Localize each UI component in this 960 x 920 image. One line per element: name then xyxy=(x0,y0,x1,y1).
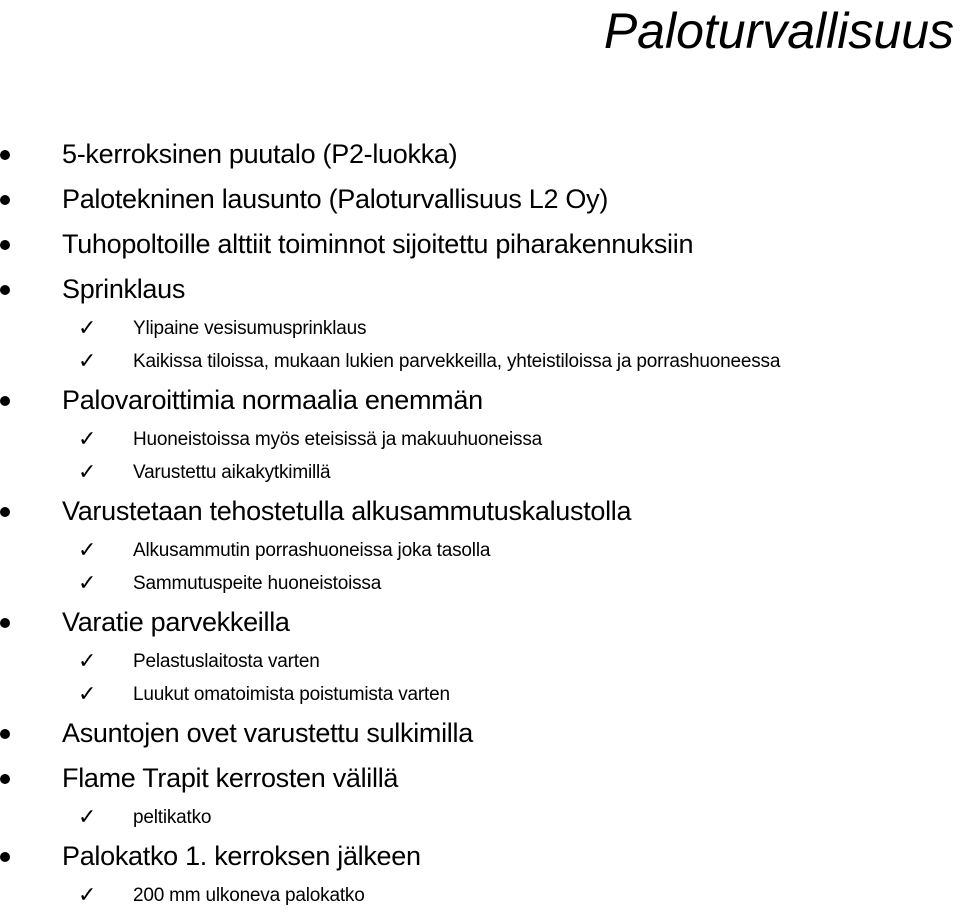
bullet-dot-icon xyxy=(0,729,10,739)
bullet-dot-icon xyxy=(0,195,10,205)
bullet-item xyxy=(0,378,960,423)
bullet-item xyxy=(0,267,960,312)
bullet-dot-icon xyxy=(0,507,10,517)
bullet-dot-icon xyxy=(0,396,10,406)
bullet-item xyxy=(0,177,960,222)
sub-bullet-item xyxy=(0,879,960,912)
sub-bullet-item xyxy=(0,534,960,567)
checkmark-icon: ✓ xyxy=(78,348,97,374)
sub-bullet-item xyxy=(0,801,960,834)
bullet-item xyxy=(0,756,960,801)
checkmark-icon: ✓ xyxy=(78,315,97,341)
bullet-item xyxy=(0,711,960,756)
bullet-text: Tuhopoltoille alttiit toiminnot sijoitettu piharakennuksiin xyxy=(62,229,694,259)
bullet-dot-icon xyxy=(0,285,10,295)
bullet-dot-icon xyxy=(0,618,10,628)
bullet-item xyxy=(0,132,960,177)
checkmark-icon: ✓ xyxy=(78,804,97,830)
slide-title: Paloturvallisuus xyxy=(603,3,954,59)
bullet-list xyxy=(0,132,960,912)
bullet-text: Palotekninen lausunto (Paloturvallisuus L2 Oy) xyxy=(62,184,609,214)
bullet-dot-icon xyxy=(0,150,10,160)
checkmark-icon: ✓ xyxy=(78,537,97,563)
sub-bullet-item xyxy=(0,345,960,378)
bullet-text: Flame Trapit kerrosten välillä xyxy=(62,763,399,793)
checkmark-icon: ✓ xyxy=(78,570,97,596)
bullet-dot-icon xyxy=(0,852,10,862)
bullet-text: Asuntojen ovet varustettu sulkimilla xyxy=(62,718,473,748)
bullet-dot-icon xyxy=(0,774,10,784)
bullet-item xyxy=(0,222,960,267)
bullet-text: Sprinklaus xyxy=(62,274,186,304)
bullet-dot-icon xyxy=(0,240,10,250)
sub-bullet-text: Huoneistoissa myös eteisissä ja makuuhuoneissa xyxy=(133,428,543,450)
sub-bullet-item xyxy=(0,312,960,345)
sub-bullet-item xyxy=(0,567,960,600)
sub-bullet-text: Ylipaine vesisumusprinklaus xyxy=(133,317,367,339)
bullet-text: Palokatko 1. kerroksen jälkeen xyxy=(62,841,421,871)
sub-bullet-text: Kaikissa tiloissa, mukaan lukien parvekkeilla, yhteistiloissa ja porrashuoneessa xyxy=(133,350,781,372)
sub-bullet-text: 200 mm ulkoneva palokatko xyxy=(133,884,365,906)
sub-bullet-text: Pelastuslaitosta varten xyxy=(133,650,320,672)
sub-bullet-text: Varustettu aikakytkimillä xyxy=(133,461,331,483)
checkmark-icon: ✓ xyxy=(78,459,97,485)
bullet-text: Varustetaan tehostetulla alkusammutuskalustolla xyxy=(62,496,632,526)
sub-bullet-text: peltikatko xyxy=(133,806,212,828)
checkmark-icon: ✓ xyxy=(78,681,97,707)
bullet-text: Palovaroittimia normaalia enemmän xyxy=(62,385,483,415)
sub-bullet-text: Luukut omatoimista poistumista varten xyxy=(133,683,450,705)
bullet-text: Varatie parvekkeilla xyxy=(62,607,290,637)
sub-bullet-text: Sammutuspeite huoneistoissa xyxy=(133,572,382,594)
bullet-item xyxy=(0,489,960,534)
sub-bullet-item xyxy=(0,645,960,678)
checkmark-icon: ✓ xyxy=(78,882,97,908)
sub-bullet-item xyxy=(0,456,960,489)
sub-bullet-item xyxy=(0,678,960,711)
sub-bullet-text: Alkusammutin porrashuoneissa joka tasolla xyxy=(133,539,491,561)
bullet-text: 5-kerroksinen puutalo (P2-luokka) xyxy=(62,139,458,169)
checkmark-icon: ✓ xyxy=(78,426,97,452)
bullet-item xyxy=(0,834,960,879)
bullet-item xyxy=(0,600,960,645)
checkmark-icon: ✓ xyxy=(78,648,97,674)
sub-bullet-item xyxy=(0,423,960,456)
